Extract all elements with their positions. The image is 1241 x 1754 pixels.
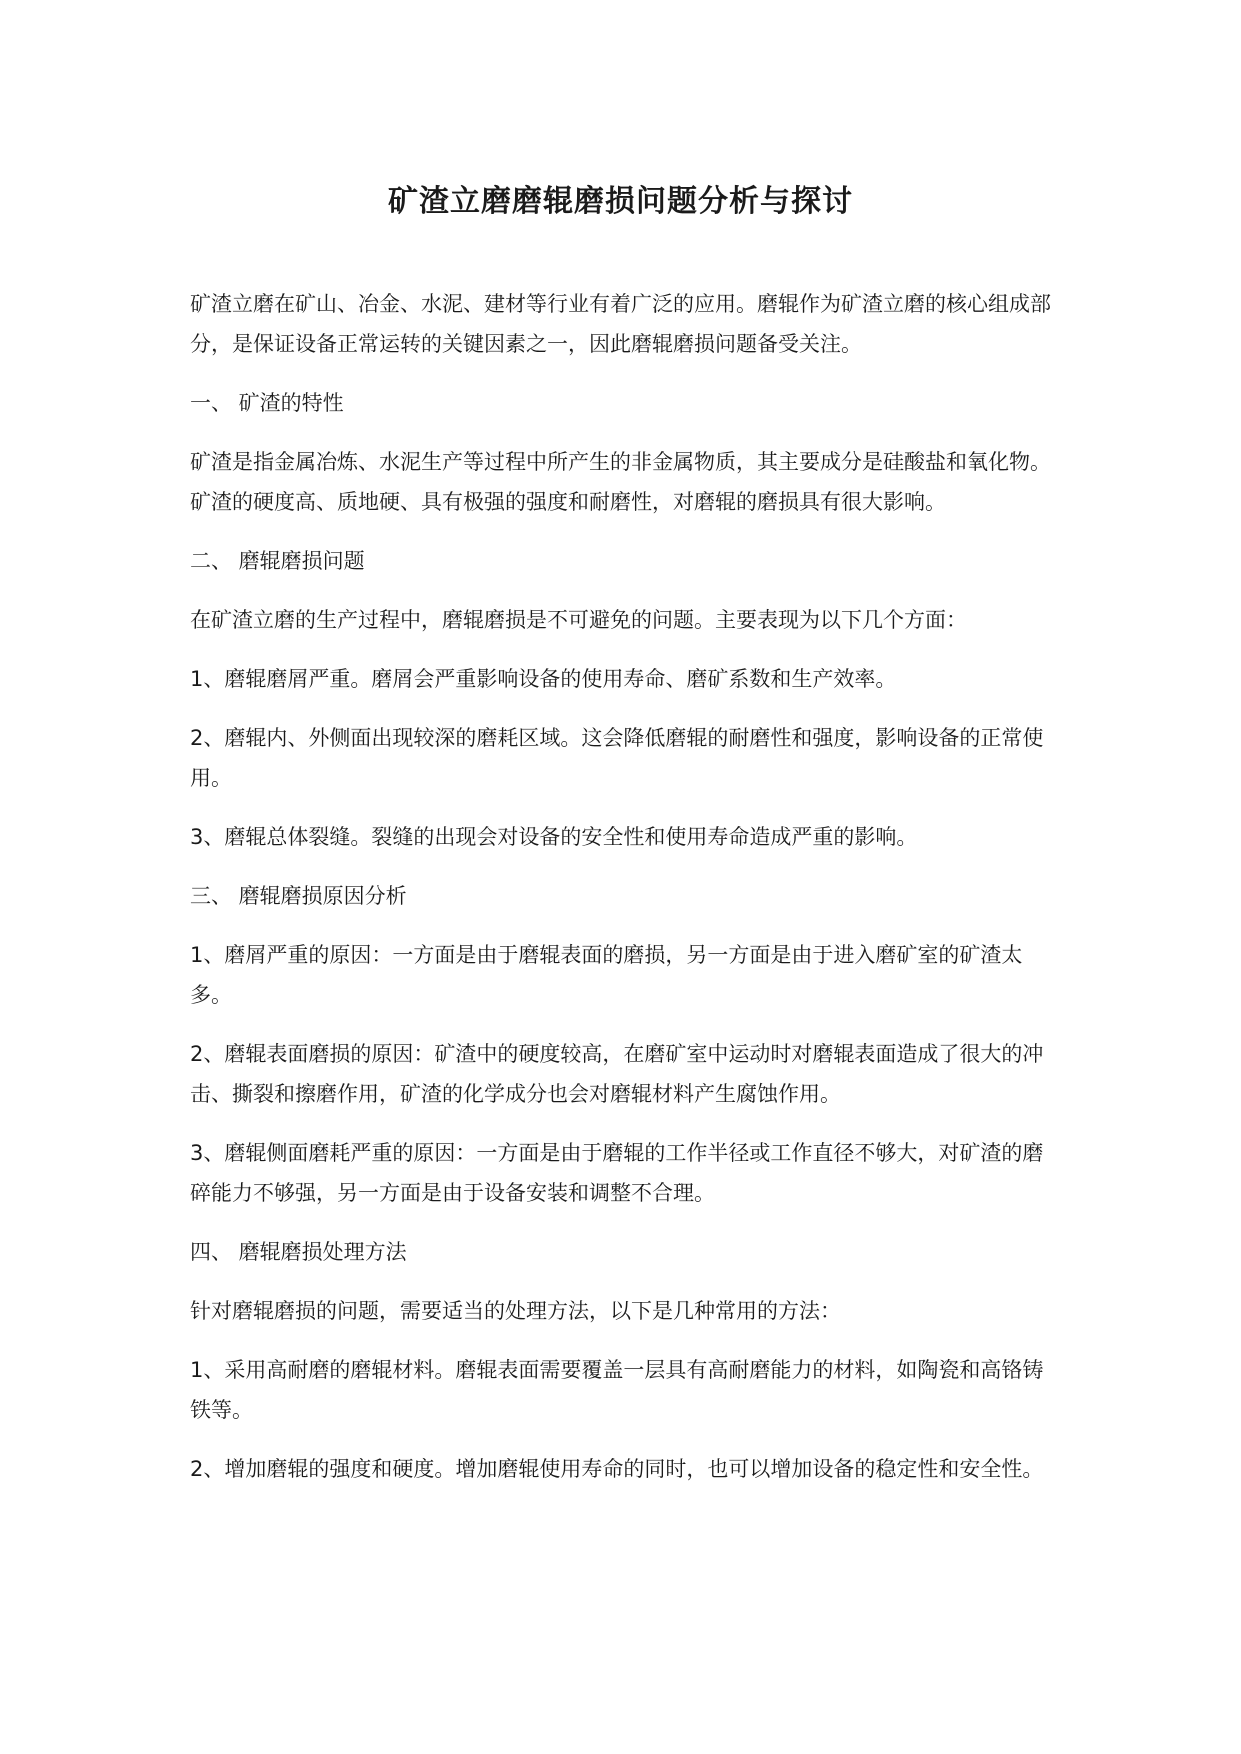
cause-item-1: 1、磨屑严重的原因：一方面是由于磨辊表面的磨损，另一方面是由于进入磨矿室的矿渣太多。: [190, 943, 1023, 1007]
section-heading-3: 三、 磨辊磨损原因分析: [190, 884, 407, 908]
treatment-item-1: 1、采用高耐磨的磨辊材料。磨辊表面需要覆盖一层具有高耐磨能力的材料，如陶瓷和高铬铸铁等。: [190, 1358, 1044, 1422]
section-heading-2: 二、 磨辊磨损问题: [190, 549, 365, 573]
cause-item-2: 2、磨辊表面磨损的原因：矿渣中的硬度较高，在磨矿室中运动时对磨辊表面造成了很大的冲击、撕裂和擦磨作用，矿渣的化学成分也会对磨辊材料产生腐蚀作用。: [190, 1042, 1044, 1106]
slag-properties-paragraph: 矿渣是指金属冶炼、水泥生产等过程中所产生的非金属物质，其主要成分是硅酸盐和氧化物。矿渣的硬度高、质地硬、具有极强的强度和耐磨性，对磨辊的磨损具有很大影响。: [190, 450, 1051, 514]
wear-problem-item-3: 3、磨辊总体裂缝。裂缝的出现会对设备的安全性和使用寿命造成严重的影响。: [190, 825, 918, 849]
section-heading-4: 四、 磨辊磨损处理方法: [190, 1240, 407, 1264]
wear-problem-item-2: 2、磨辊内、外侧面出现较深的磨耗区域。这会降低磨辊的耐磨性和强度，影响设备的正常使用。: [190, 726, 1044, 790]
section-heading-1: 一、 矿渣的特性: [190, 391, 344, 415]
page-title: 矿渣立磨磨辊磨损问题分析与探讨: [388, 184, 853, 219]
treatment-intro-paragraph: 针对磨辊磨损的问题，需要适当的处理方法，以下是几种常用的方法：: [190, 1299, 841, 1323]
document-body: [190, 284, 1056, 1508]
intro-paragraph: 矿渣立磨在矿山、冶金、水泥、建材等行业有着广泛的应用。磨辊作为矿渣立磨的核心组成部分，是保证设备正常运转的关键因素之一，因此磨辊磨损问题备受关注。: [190, 292, 1051, 356]
wear-problem-item-1: 1、磨辊磨屑严重。磨屑会严重影响设备的使用寿命、磨矿系数和生产效率。: [190, 667, 897, 691]
treatment-item-2: 2、增加磨辊的强度和硬度。增加磨辊使用寿命的同时，也可以增加设备的稳定性和安全性。: [190, 1457, 1044, 1481]
cause-item-3: 3、磨辊侧面磨耗严重的原因：一方面是由于磨辊的工作半径或工作直径不够大，对矿渣的磨碎能力不够强，另一方面是由于设备安装和调整不合理。: [190, 1141, 1044, 1205]
wear-problem-intro-paragraph: 在矿渣立磨的生产过程中，磨辊磨损是不可避免的问题。主要表现为以下几个方面：: [190, 608, 967, 632]
